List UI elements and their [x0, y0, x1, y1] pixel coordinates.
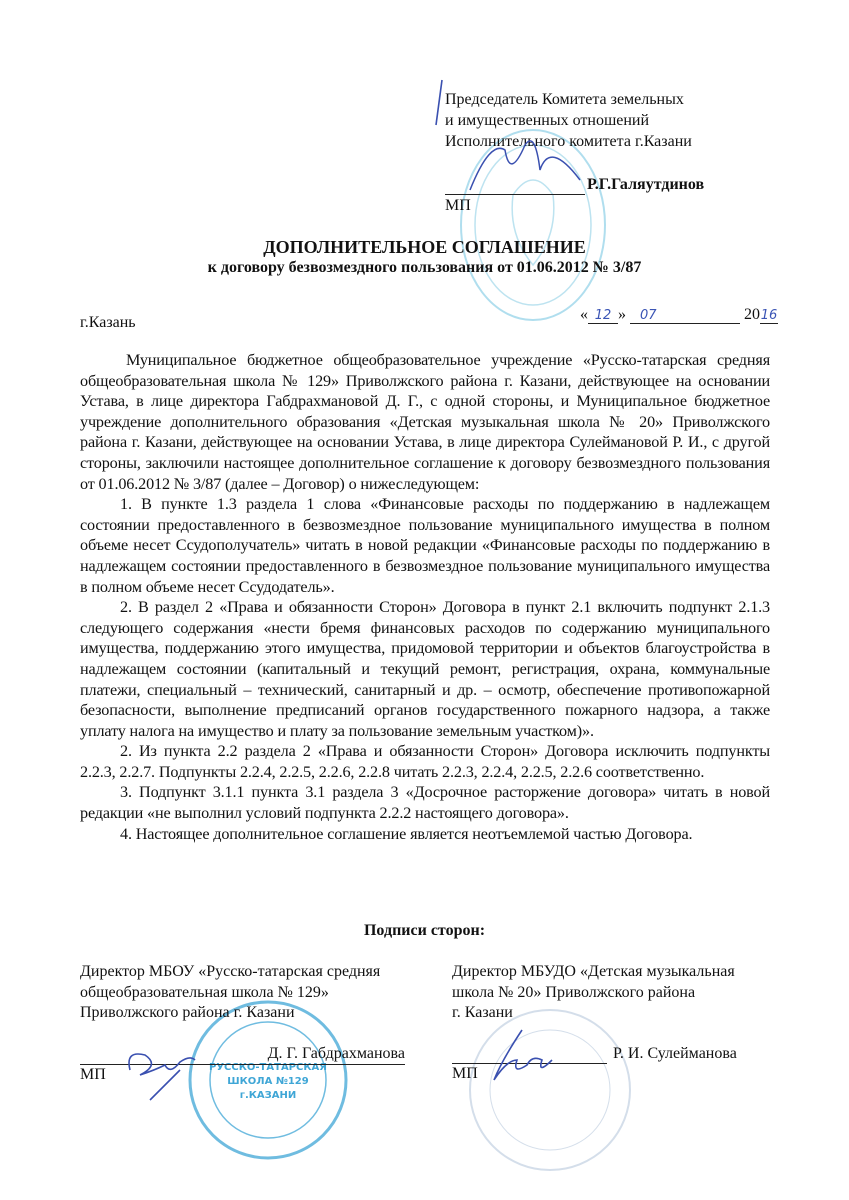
clause: 2. Из пункта 2.2 раздела 2 «Права и обязанности Сторон» Договора исключить подпункты 2.2.3, 2.2.7. Подпункты 2.2.4, 2.2.5, 2.2.6, 2.2.8 читать 2.2.3, 2.2.4, 2.2.5, 2.2.6 соответственно. [80, 742, 770, 781]
approver-signature [430, 80, 590, 200]
preamble: Муниципальное бюджетное общеобразовательное учреждение «Русско-татарская средняя общеобразовательная школа № 129» Приволжского района г. Казани, действующее на основании Устава, в лице директора Габдрахмановой Д. Г., с одной стороны, и Муниципальное бюджетное учреждение дополнительного образования «Детская музыкальная школа № 20» Приволжского района г. Казани, действующее на основании Устава, в лице директора Сулеймановой Р. И., с другой стороны, заключили настоящее дополнительное соглашение к договору безвозмездного пользования от 01.06.2012 № 3/87 (далее – Договор) о нижеследующем: [80, 351, 770, 493]
approval-line: Председатель Комитета земельных [445, 91, 684, 108]
clause: 1. В пункте 1.3 раздела 1 слова «Финансовые расходы по поддержанию в надлежащем состоянии предоставленного в безвозмездное пользование муниципального имущества в полном объеме несет Ссудополучатель» читать в новой редакции «Финансовые расходы по поддержанию в надлежащем состоянии предоставленного в безвозмездное пользование муниципального имущества в полном объеме несет Ссудодатель». [80, 495, 770, 596]
agreement-body [80, 350, 770, 844]
date-year: 16 [760, 308, 778, 323]
stamp-label: МП [445, 197, 471, 214]
svg-text:г.КАЗАНИ: г.КАЗАНИ [239, 1090, 297, 1101]
svg-text:ШКОЛА №129: ШКОЛА №129 [227, 1076, 309, 1087]
date: « 12 » 07 2016 [580, 306, 778, 323]
date-day: 12 [588, 308, 618, 324]
stamp-label: МП [80, 1066, 106, 1083]
svg-text:РУССКО-ТАТАРСКАЯ: РУССКО-ТАТАРСКАЯ [209, 1062, 327, 1073]
party1-name: Д. Г. Габдрахманова [267, 1044, 405, 1062]
approval-line: Исполнительного комитета г.Казани [445, 133, 692, 150]
clause: 3. Подпункт 3.1.1 пункта 3.1 раздела 3 «Досрочное расторжение договора» читать в новой редакции «не выполнил условий подпункта 2.2.2 настоящего договора». [80, 783, 770, 823]
city: г.Казань [80, 314, 136, 331]
approval-line: и имущественных отношений [445, 112, 650, 129]
party-2: Директор МБУДО «Детская музыкальная школа № 20» Приволжского района г. Казани Р. И. Сулейманова МП [452, 962, 762, 1085]
stamp-label: МП [452, 1065, 478, 1082]
approver-name: Р.Г.Галяутдинов [587, 176, 705, 193]
document-subtitle: к договору безвозмездного пользования от 01.06.2012 № 3/87 [207, 259, 642, 276]
date-month: 07 [630, 308, 740, 324]
party1-signature [110, 1040, 210, 1100]
document-title: ДОПОЛНИТЕЛЬНОЕ СОГЛАШЕНИЕ [263, 237, 586, 257]
party-1: Директор МБОУ «Русско-татарская средняя общеобразовательная школа № 129» Приволжского района г. Казани Д. Г. Габдрахманова МП [80, 962, 390, 1086]
party2-name: Р. И. Сулейманова [613, 1044, 737, 1062]
signatures-title: Подписи сторон: [363, 922, 486, 939]
clause: 2. В раздел 2 «Права и обязанности Сторон» Договора в пункт 2.1 включить подпункт 2.1.3 следующего содержания «нести бремя финансовых расходов по содержанию муниципального имущества, поддержанию этого имущества, придомовой территории и объектов благоустройства в надлежащем состоянии (капитальный и текущий ремонт, регистрация, охрана, коммунальные платежи, специальный – технический, санитарный и др. – осмотр, обеспечение противопожарной безопасности, выполнение предписаний органов государственного пожарного надзора, а также уплату налога на имущество и плату за пользование земельным участком)». [80, 598, 770, 740]
clause: 4. Настоящее дополнительное соглашение является неотъемлемой частью Договора. [120, 824, 693, 843]
party2-signature [482, 1030, 562, 1090]
